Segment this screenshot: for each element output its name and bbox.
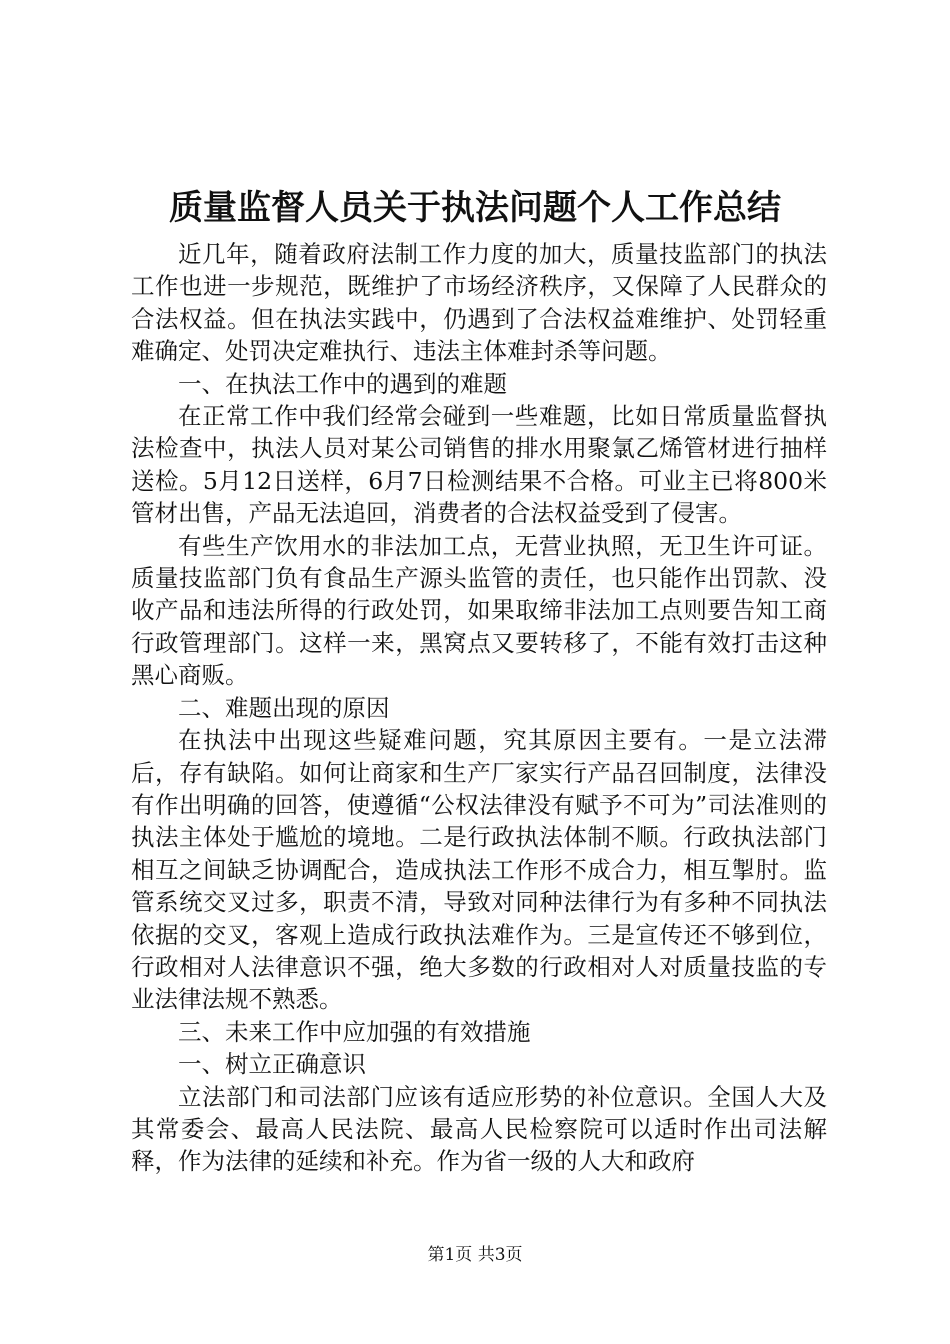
paragraph-measures: 立法部门和司法部门应该有适应形势的补位意识。全国人大及其常委会、最高人民法院、最高人民检察院可以适时作出司法解释，作为法律的延续和补充。作为省一级的人大和政府 — [131, 1082, 827, 1176]
section-heading-2: 二、难题出现的原因 — [178, 693, 390, 722]
paragraph-intro: 近几年，随着政府法制工作力度的加大，质量技监部门的执法工作也进一步规范，既维护了市场经济秩序，又保障了人民群众的合法权益。但在执法实践中，仍遇到了合法权益难维护、处罚轻重难确定、处罚决定难执行、违法主体难封杀等问题。 — [131, 240, 827, 366]
subsection-heading-1: 一、树立正确意识 — [178, 1050, 366, 1079]
paragraph-problem-1: 在正常工作中我们经常会碰到一些难题，比如日常质量监督执法检查中，执法人员对某公司销售的排水用聚氯乙烯管材进行抽样送检。5月12日送样，6月7日检测结果不合格。可业主已将800米管材出售，产品无法追回，消费者的合法权益受到了侵害。 — [131, 402, 827, 528]
document-title: 质量监督人员关于执法问题个人工作总结 — [169, 188, 781, 228]
paragraph-problem-2: 有些生产饮用水的非法加工点，无营业执照，无卫生许可证。质量技监部门负有食品生产源头监管的责任，也只能作出罚款、没收产品和违法所得的行政处罚，如果取缔非法加工点则要告知工商行政管理部门。这样一来，黑窝点又要转移了，不能有效打击这种黑心商贩。 — [131, 531, 827, 690]
document-body — [131, 238, 827, 1178]
page-footer: 第1页 共3页 — [427, 1245, 523, 1265]
section-heading-3: 三、未来工作中应加强的有效措施 — [178, 1017, 531, 1046]
paragraph-causes: 在执法中出现这些疑难问题，究其原因主要有。一是立法滞后，存有缺陷。如何让商家和生产厂家实行产品召回制度，法律没有作出明确的回答，使遵循“公权法律没有赋予不可为”司法准则的执法主体处于尴尬的境地。二是行政执法体制不顺。行政执法部门相互之间缺乏协调配合，造成执法工作形不成合力，相互掣肘。监管系统交叉过多，职责不清，导致对同种法律行为有多种不同执法依据的交叉，客观上造成行政执法难作为。三是宣传还不够到位，行政相对人法律意识不强，绝大多数的行政相对人对质量技监的专业法律法规不熟悉。 — [131, 726, 827, 1014]
section-heading-1: 一、在执法工作中的遇到的难题 — [178, 369, 507, 398]
